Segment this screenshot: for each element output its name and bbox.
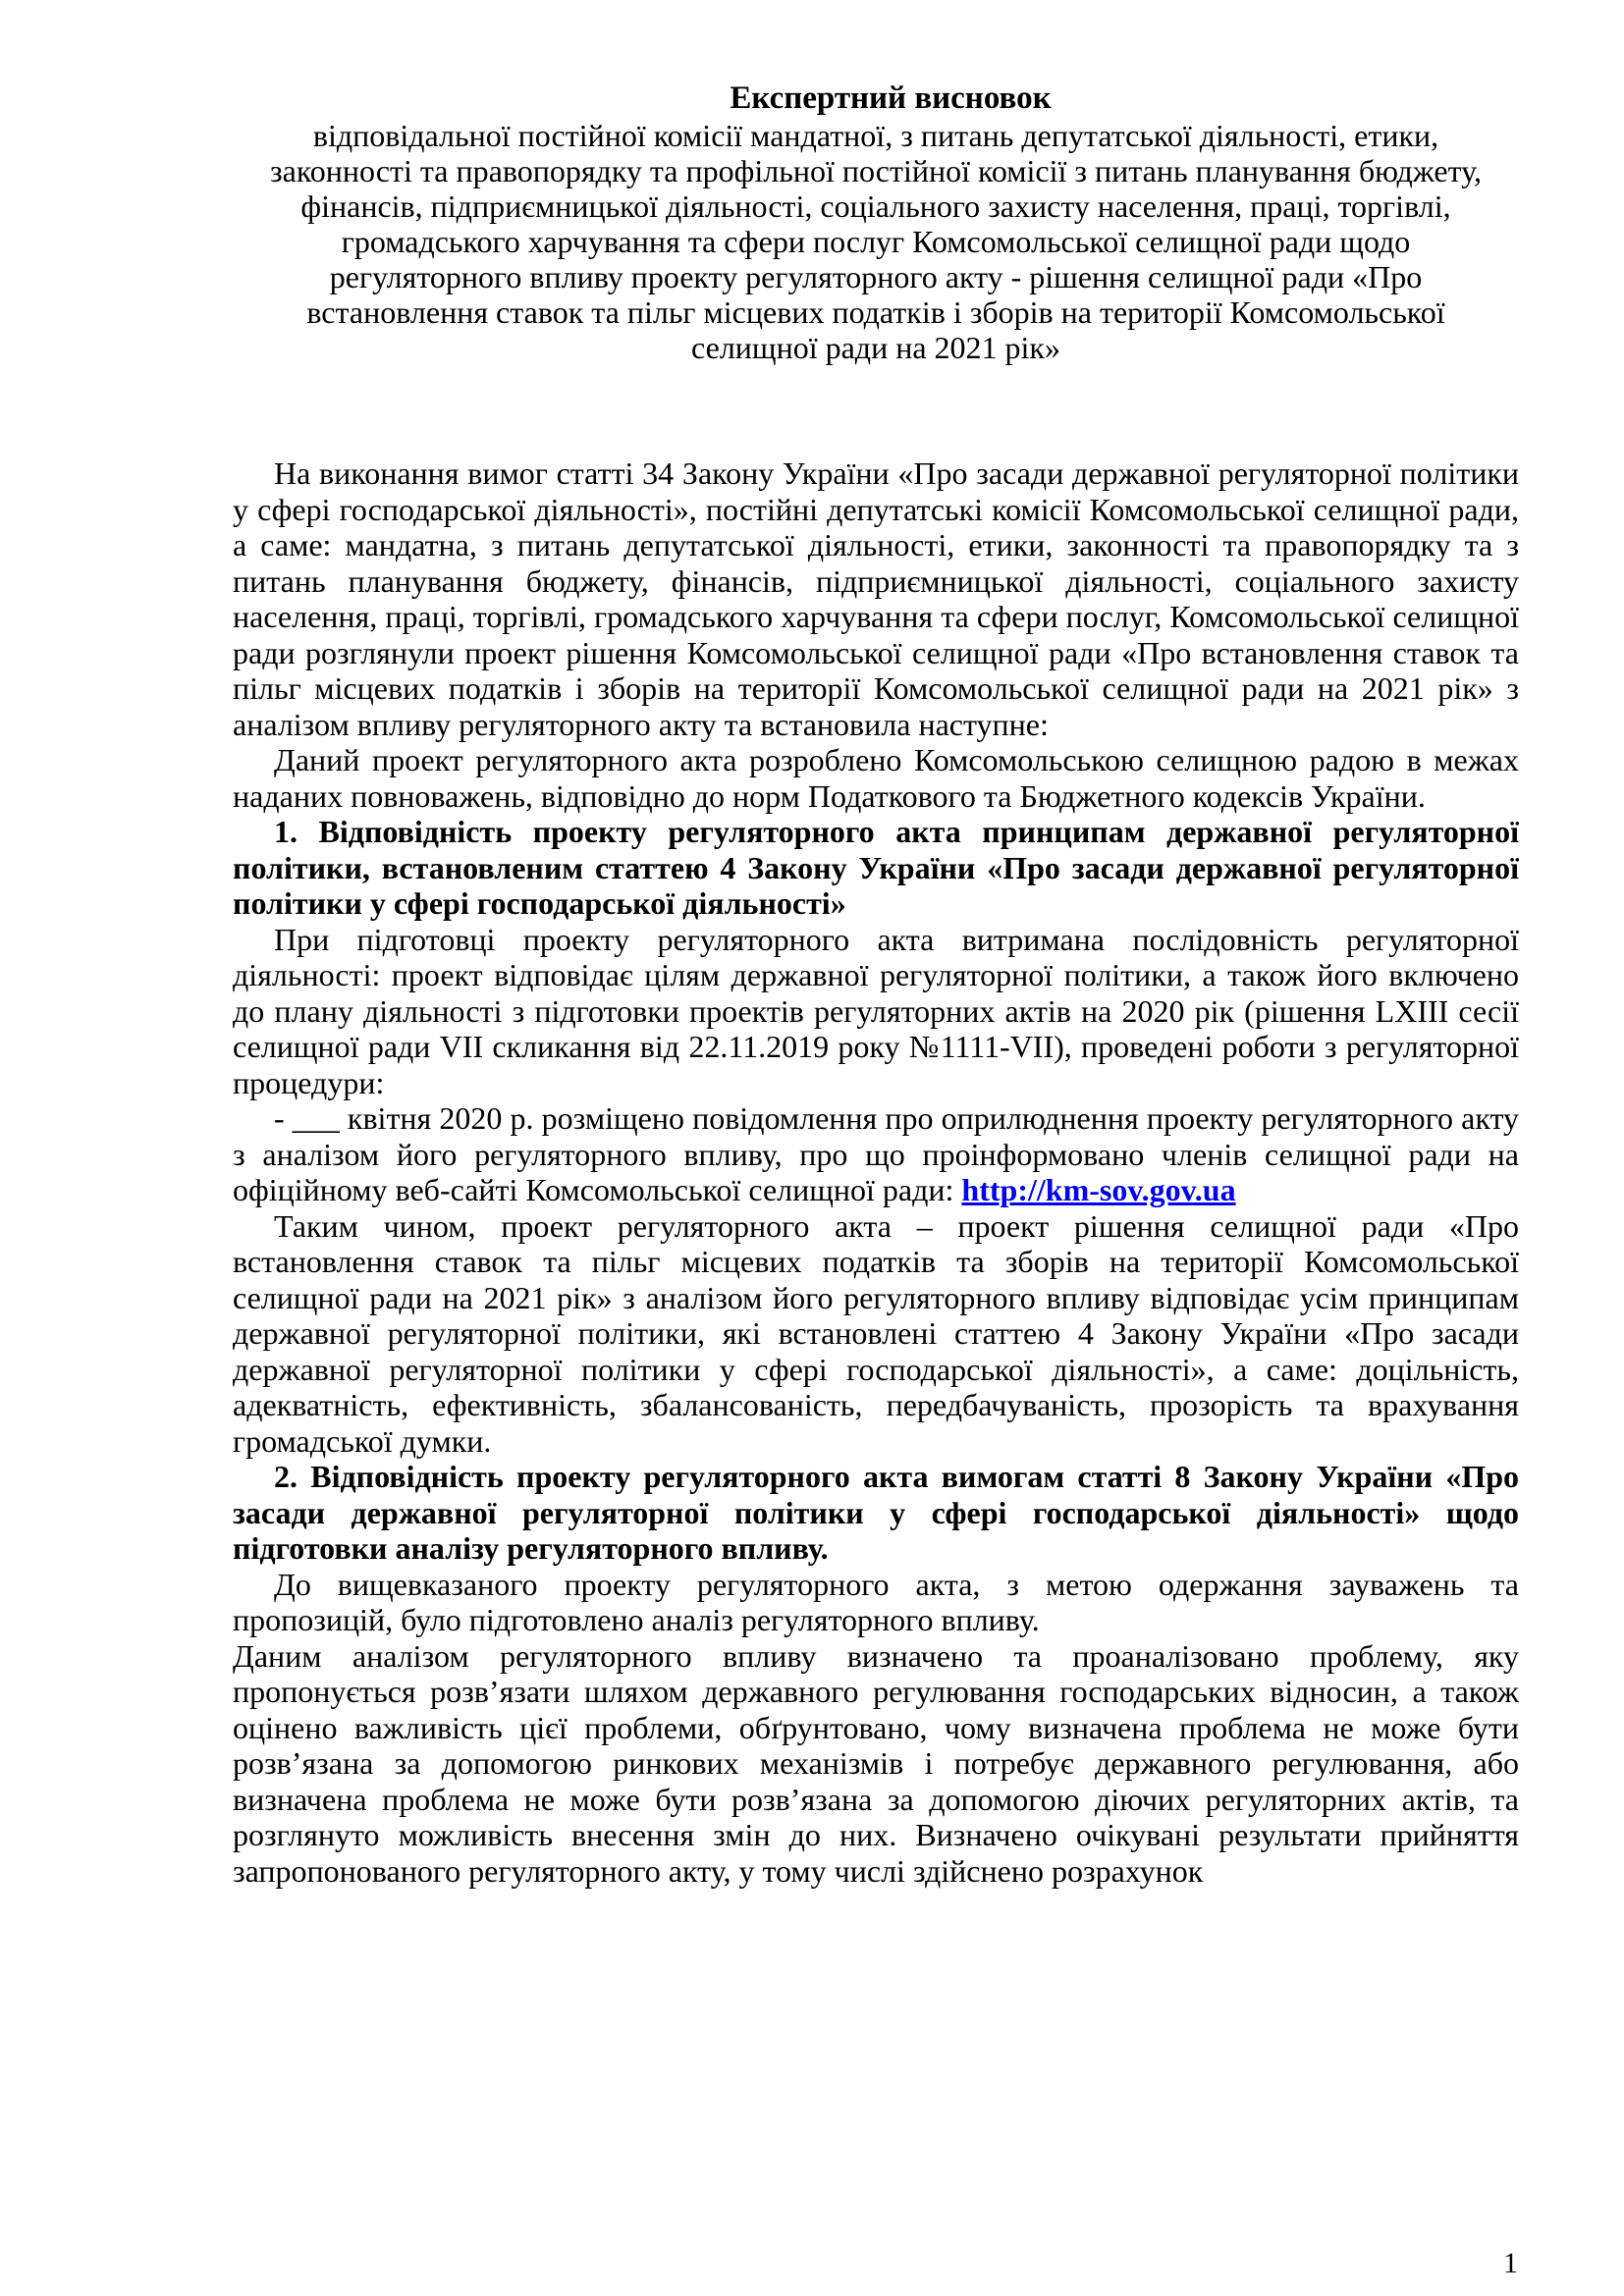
paragraph-project-developed: Даний проект регуляторного акта розроблено Комсомольською селищною радою в межах наданих повноважень, відповідно до норм Податкового та Бюджетного кодексів України. bbox=[233, 742, 1519, 814]
document-title: Експертний висновок bbox=[730, 80, 1052, 116]
website-link[interactable]: http://km-sov.gov.ua bbox=[961, 1172, 1236, 1207]
subtitle-line: селищної ради на 2021 рік» bbox=[691, 330, 1060, 365]
page-number: 1 bbox=[1503, 2247, 1518, 2279]
subtitle-line: законності та правопорядку та профільної постійної комісії з питань планування бюджету, bbox=[270, 153, 1482, 188]
subtitle-line: регуляторного впливу проекту регуляторного акту - рішення селищної ради «Про bbox=[329, 259, 1423, 294]
paragraph-analysis-details: Даним аналізом регуляторного впливу визначено та проаналізовано проблему, яку пропонується розв’язати шляхом державного регулювання господарських відносин, а також оцінено важливість цієї проблеми, обґрунтовано, чому визначена проблема не може бути розв’язана за допомогою ринкових механізмів і потребує державного регулювання, або визначена проблема не може бути розв’язана за допомогою діючих регуляторних актів, та розглянуто можливість внесення змін до них. Визначено очікувані результати прийняття запропонованого регуляторного акту, у тому числі здійснено розрахунок bbox=[233, 1637, 1519, 1889]
subtitle-line: громадського харчування та сфери послуг Комсомольської селищної ради щодо bbox=[341, 224, 1411, 259]
paragraph-preparation: При підготовці проекту регуляторного акта витримана послідовність регуляторної діяльності: проект відповідає цілям державної регуляторної політики, а також його включено до плану діяльності з підготовки проектів регуляторних актів на 2020 рік (рішення LXIII сесії селищної ради VII скликання від 22.11.2019 року №1111-VII), проведені роботи з регуляторної процедури: bbox=[233, 921, 1519, 1100]
paragraph-conclusion: Таким чином, проект регуляторного акта – проект рішення селищної ради «Про встановлення ставок та пільг місцевих податків та зборів на території Комсомольської селищної ради на 2021 рік» з аналізом його регуляторного впливу відповідає усім принципам державної регуляторної політики, які встановлені статтею 4 Закону України «Про засади державної регуляторної політики у сфері господарської діяльності», а саме: доцільність, адекватність, ефективність, збалансованість, передбачуваність, прозорість та врахування громадської думки. bbox=[233, 1207, 1519, 1459]
subtitle-line: фінансів, підприємницької діяльності, соціального захисту населення, праці, торгівлі, bbox=[300, 188, 1451, 224]
subtitle-line: відповідальної постійної комісії мандатної, з питань депутатської діяльності, етики, bbox=[312, 118, 1439, 153]
publication-text: - ___ квітня 2020 р. розміщено повідомлення про оприлюднення проекту регуляторного акту з аналізом його регуляторного впливу, про що проінформовано членів селищної ради на офіційному веб-сайті Комсомольської селищної ради: bbox=[233, 1100, 1519, 1207]
paragraph-analysis-prepared: До вищевказаного проекту регуляторного акта, з метою одержання зауважень та пропозицій, було підготовлено аналіз регуляторного впливу. bbox=[233, 1566, 1519, 1637]
document-body bbox=[233, 455, 1519, 1889]
section-heading-2: 2. Відповідність проекту регуляторного акта вимогам статті 8 Закону України «Про засади державної регуляторної політики у сфері господарської діяльності» щодо підготовки аналізу регуляторного впливу. bbox=[233, 1459, 1519, 1566]
subtitle-line: встановлення ставок та пільг місцевих податків і зборів на території Комсомольської bbox=[306, 294, 1445, 330]
paragraph-publication bbox=[233, 1100, 1519, 1208]
document-page bbox=[233, 79, 1519, 1889]
document-subtitle bbox=[233, 118, 1519, 365]
paragraph-intro: На виконання вимог статті 34 Закону України «Про засади державної регуляторної політики у сфері господарської діяльності», постійні депутатські комісії Комсомольської селищної ради, а саме: мандатна, з питань депутатської діяльності, етики, законності та правопорядку та з питань планування бюджету, фінансів, підприємницької діяльності, соціального захисту населення, праці, торгівлі, громадського харчування та сфери послуг, Комсомольської селищної ради розглянули проект рішення Комсомольської селищної ради «Про встановлення ставок та пільг місцевих податків і зборів на території Комсомольської селищної ради на 2021 рік» з аналізом впливу регуляторного акту та встановила наступне: bbox=[233, 455, 1519, 742]
section-heading-1: 1. Відповідність проекту регуляторного акта принципам державної регуляторної політики, встановленим статтею 4 Закону України «Про засади державної регуляторної політики у сфері господарської діяльності» bbox=[233, 814, 1519, 921]
